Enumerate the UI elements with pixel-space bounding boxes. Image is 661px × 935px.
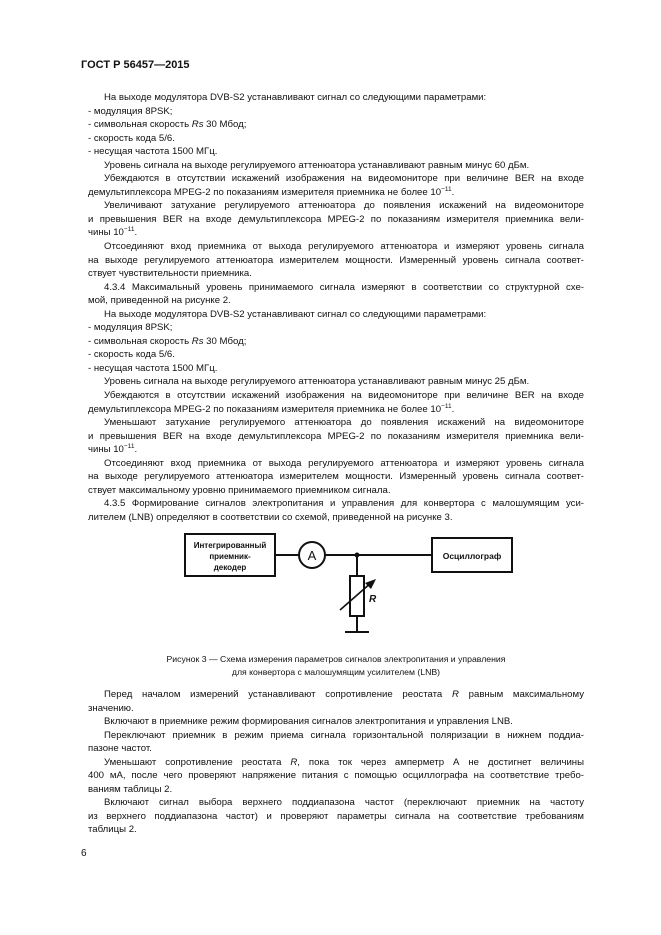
paragraph-line: Отсоединяют вход приемника от выхода регулируемого аттенюатора и измеряют уровень сигнала (104, 457, 584, 469)
paragraph-line: мой, приведенной на рисунке 2. (88, 295, 231, 307)
paragraph-line: из верхнего поддиапазона частот) и проверяют параметры сигнала на соответствие требованиям (88, 810, 584, 822)
paragraph-line: Отсоединяют вход приемника от выхода регулируемого аттенюатора и измеряют уровень сигнала (104, 241, 584, 253)
paragraph: На выходе модулятора DVB-S2 устанавливают сигнал со следующими параметрами: (104, 92, 487, 103)
paragraph: На выходе модулятора DVB-S2 устанавливают сигнал со следующими параметрами: (104, 308, 487, 320)
list-item: - скорость кода 5/6. (88, 349, 175, 361)
document-header: ГОСТ Р 56457—2015 (81, 59, 190, 71)
paragraph-line: ствует максимальному уровню принимаемого приемником сигнала. (88, 484, 391, 496)
paragraph-line: значению. (88, 702, 134, 714)
paragraph-line: 4.3.4 Максимальный уровень принимаемого сигнала измеряют в соответствии со структурной схе- (104, 281, 584, 293)
paragraph-line: на выходе регулируемого аттенюатора измерителем мощности. Измеренный уровень сигнала соответ- (88, 254, 584, 266)
paragraph-line: 4.3.5 Формирование сигналов электропитания и управления для конвертора с малошумящим уси- (104, 498, 584, 510)
body-text-bottom (88, 688, 584, 837)
paragraph: Уровень сигнала на выходе регулируемого аттенюатора устанавливают равным минус 25 дБм. (104, 376, 530, 388)
resistor-label: R (369, 594, 377, 605)
list-item: - несущая частота 1500 МГц. (88, 362, 218, 374)
paragraph-line: на выходе регулируемого аттенюатора измерителем мощности. Измеренный уровень сигнала соответ- (88, 471, 584, 483)
paragraph-line: таблицы 2. (88, 824, 137, 836)
paragraph-line: 400 мА, после чего проверяют напряжение питания с помощью осциллографа на соответствие требо- (88, 770, 584, 782)
list-item: - модуляция 8PSK; (88, 322, 173, 334)
ammeter-label: A (307, 548, 317, 563)
list-item: - модуляция 8PSK; (88, 105, 173, 117)
caption-line: для конвертора с малошумящим усилителем (LNB) (231, 667, 441, 677)
paragraph-line: Уменьшают затухание регулируемого аттенюатора до появления искажений на видеомониторе (104, 417, 584, 429)
paragraph-line: Убеждаются в отсутствии искажений изображения на видеомониторе при величине BER на входе (104, 390, 584, 402)
paragraph: Уровень сигнала на выходе регулируемого аттенюатора устанавливают равным минус 60 дБм. (104, 159, 530, 171)
paragraph-line: пазоне частот. (88, 743, 152, 755)
paragraph-line: и превышения BER на входе демультиплексора MPEG-2 по показаниям измерителя приемника вели- (88, 430, 584, 442)
receiver-label-line-3: декодер (213, 563, 247, 572)
paragraph-line: и превышения BER на входе демультиплексора MPEG-2 по показаниям измерителя приемника вели- (88, 213, 584, 225)
oscilloscope-label: Осциллограф (442, 551, 502, 561)
receiver-label-line-2: приемник- (209, 552, 251, 561)
list-item: - символьная скорость Rs 30 Мбод; (88, 119, 247, 131)
receiver-label-line-1: Интегрированный (193, 541, 267, 550)
paragraph-line: демультиплексора MPEG-2 по показаниям измерителя приемника не более $10^{-11}$. (88, 402, 455, 415)
figure-caption (88, 653, 584, 679)
paragraph-line: ствует чувствительности приемника. (88, 268, 252, 280)
body-text-top (88, 91, 584, 525)
paragraph-line: демультиплексора MPEG-2 по показаниям измерителя приемника не более $10^{-11}$. (88, 185, 455, 198)
paragraph-line: чины $10^{-11}$. (88, 226, 138, 239)
paragraph-line: Перед началом измерений устанавливают сопротивление реостата R равным максимальному (104, 689, 584, 700)
circuit-diagram (150, 528, 530, 644)
list-item: - несущая частота 1500 МГц. (88, 146, 218, 158)
list-item: - скорость кода 5/6. (88, 132, 175, 144)
paragraph-line: Убеждаются в отсутствии искажений изображения на видеомониторе при величине BER на входе (104, 173, 584, 185)
paragraph-line: ваниям таблицы 2. (88, 783, 173, 795)
list-item: - символьная скорость Rs 30 Мбод; (88, 335, 247, 347)
paragraph-line: Уменьшают сопротивление реостата R, пока ток через амперметр А не достигнет величины (104, 756, 584, 768)
paragraph-line: чины $10^{-11}$. (88, 443, 138, 456)
paragraph: Включают в приемнике режим формирования сигналов электропитания и управления LNB. (104, 716, 513, 728)
caption-line: Рисунок 3 — Схема измерения параметров сигналов электропитания и управления (166, 654, 506, 664)
paragraph-line: Переключают приемник в режим приема сигнала горизонтальной поляризации в нижнем поддиа- (104, 729, 584, 741)
paragraph-line: Включают сигнал выбора верхнего поддиапазона частот (переключают приемник на частоту (104, 797, 584, 809)
paragraph-line: лителем (LNB) определяют в соответствии со схемой, приведенной на рисунке 3. (88, 511, 453, 523)
paragraph-line: Увеличивают затухание регулируемого аттенюатора до появления искажений на видеомониторе (104, 200, 584, 212)
page-number: 6 (81, 848, 87, 859)
